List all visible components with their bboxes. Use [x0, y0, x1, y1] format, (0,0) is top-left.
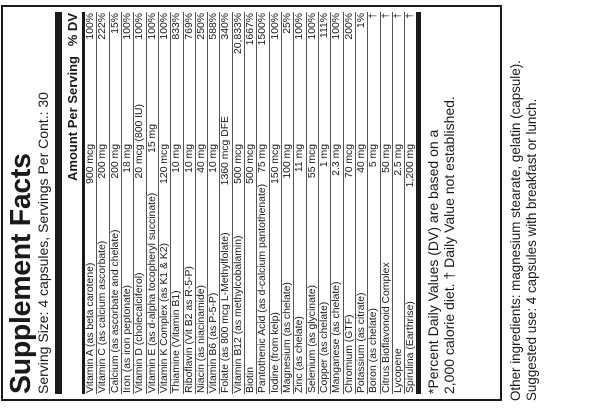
nutrient-row	[122, 12, 134, 394]
nutrient-amount: 10 mg	[208, 144, 220, 173]
nutrient-row	[381, 12, 393, 394]
nutrient-row	[307, 12, 319, 394]
nutrient-dv: 100%	[294, 13, 306, 40]
nutrient-name: Manganese (as chelate)	[331, 281, 343, 393]
nutrient-name: Vitamin D (cholecalciferol)	[134, 272, 146, 393]
nutrient-row	[331, 12, 343, 394]
nutrient-row	[147, 12, 159, 394]
nutrient-amount: 50 mg	[380, 144, 392, 173]
nutrient-name: Lycopene	[392, 348, 404, 393]
nutrient-row	[319, 12, 331, 394]
nutrient-name: Potassium (as citrate)	[355, 292, 367, 393]
nutrient-amount: 10 mg	[183, 144, 195, 173]
nutrient-amount: 2.5 mg	[392, 144, 404, 176]
nutrient-name: Boron (as chelate)	[368, 308, 380, 393]
nutrient-dv: 100%	[146, 13, 158, 40]
nutrient-name: Iodine (from kelp)	[269, 312, 281, 393]
nutrient-row	[220, 12, 232, 394]
nutrient-amount: 5 mg	[368, 144, 380, 168]
supplement-facts-panel	[1, 5, 502, 401]
nutrient-dv: 100%	[269, 13, 281, 40]
nutrient-name: Citrus Bioflavonoid Complex	[380, 262, 392, 393]
nutrient-name: Iron (as iron peptonate)	[121, 284, 133, 393]
nutrient-name: Calcium (as ascorbate and chelate)	[109, 229, 121, 393]
nutrient-name: Chromium (GTF)	[343, 314, 355, 393]
other-ingredients: Other ingredients: magnesium stearate, gelatin (capsule).	[508, 60, 523, 401]
nutrient-dv: 100%	[158, 13, 170, 40]
nutrient-dv: 250%	[195, 13, 207, 40]
nutrient-row	[196, 12, 208, 394]
ingredients-block	[508, 5, 540, 401]
nutrient-amount: 11 mg	[294, 144, 306, 173]
nutrient-amount: 40 mg	[195, 144, 207, 173]
nutrient-dv: 222%	[97, 13, 109, 40]
nutrient-amount: 15 mg	[146, 124, 158, 153]
column-header-row	[55, 12, 85, 394]
nutrient-dv: †	[380, 13, 392, 19]
amount-column-header: Amount Per Serving	[65, 56, 80, 181]
nutrient-dv: 111%	[318, 13, 330, 39]
nutrient-dv: 833%	[171, 13, 183, 40]
nutrient-row	[393, 12, 405, 394]
nutrient-name: Vitamin K Complex (as K1 & K2)	[158, 243, 170, 393]
nutrient-amount: 900 mcg	[85, 144, 96, 184]
nutrient-name: Niacin (as niacinamide)	[195, 285, 207, 393]
nutrient-list	[85, 12, 416, 394]
nutrient-row	[208, 12, 220, 394]
nutrient-amount: 200 mg	[97, 144, 109, 179]
nutrient-amount: 500 mcg	[245, 144, 257, 184]
nutrient-name: Magnesium (as chelate)	[282, 282, 293, 393]
nutrient-dv: 100%	[331, 13, 343, 40]
nutrient-name: Vitamin E (as d-alpha tocopheryl succinate)	[146, 192, 158, 393]
nutrient-dv: 588%	[208, 13, 220, 40]
nutrient-amount: 200 mg	[109, 144, 121, 179]
nutrient-amount: 1360 mcg DFE	[220, 116, 232, 186]
footnote-line: *Percent Daily Values (DV) are based on a	[425, 129, 442, 394]
nutrient-dv: 1667%	[245, 13, 257, 46]
nutrient-dv: 1500%	[257, 13, 269, 46]
nutrient-dv: 20,833%	[232, 13, 244, 55]
nutrient-name: Vitamin B12 (as methylcobalamin)	[232, 235, 244, 393]
nutrient-row	[245, 12, 257, 394]
nutrient-dv: 25%	[282, 13, 293, 34]
nutrient-row	[356, 12, 368, 394]
nutrient-name: Pantothenic Acid (as d-calcium pantothenate)	[257, 183, 269, 393]
nutrient-name: Thiamine (Vitamin B1)	[171, 290, 183, 393]
nutrient-dv: 1%	[355, 13, 367, 29]
nutrient-amount: 500 mcg	[232, 144, 244, 184]
nutrient-dv: 100%	[134, 13, 146, 40]
nutrient-amount: 100 mg	[282, 144, 293, 179]
nutrient-name: Riboflavin (Vit B2 as R-5-P)	[183, 266, 195, 393]
nutrient-name: Vitamin B6 (as P-5-P)	[208, 292, 220, 393]
nutrient-amount: 18 mg	[121, 144, 133, 173]
nutrient-dv: †	[368, 13, 380, 19]
nutrient-row	[171, 12, 183, 394]
nutrient-row	[294, 12, 306, 394]
nutrient-row	[233, 12, 245, 394]
nutrient-dv: 15%	[109, 13, 121, 34]
nutrient-row	[282, 12, 294, 394]
nutrient-dv: †	[392, 13, 404, 19]
footnote-line: 2,000 calorie diet. † Daily Value not established.	[441, 96, 458, 394]
nutrient-amount: 55 mcg	[306, 144, 318, 179]
nutrient-name: Zinc (as chelate)	[294, 316, 306, 393]
nutrient-dv: 769%	[183, 13, 195, 40]
nutrient-name: Spirulina (Earthrise)	[405, 301, 417, 393]
facts-title: Supplement Facts	[5, 153, 37, 394]
nutrient-amount: 75 mg	[257, 144, 269, 173]
nutrient-dv: 100%	[306, 13, 318, 40]
footnote	[416, 12, 457, 394]
dv-column-header: % DV	[65, 13, 80, 47]
nutrient-name: Selenium (as glycinate)	[306, 285, 318, 393]
nutrient-row	[110, 12, 122, 394]
nutrient-row	[159, 12, 171, 394]
nutrient-name: Vitamin A (as beta carotene)	[85, 262, 96, 393]
nutrient-name: Vitamin C (as calcium ascorbate)	[97, 240, 109, 393]
nutrient-amount: 2.3 mg	[331, 144, 343, 176]
nutrient-row	[97, 12, 109, 394]
nutrient-dv: 100%	[121, 13, 133, 40]
serving-info: Serving Size: 4 capsules, Servings Per Cont.: 30	[35, 92, 51, 394]
nutrient-row	[257, 12, 269, 394]
nutrient-name: Copper (as chelate)	[318, 301, 330, 393]
nutrient-row	[270, 12, 282, 394]
nutrient-amount: 20 mcg (800 IU)	[134, 104, 146, 179]
nutrient-name: Biotin	[245, 367, 257, 393]
nutrient-row	[405, 12, 416, 394]
nutrient-dv: 200%	[343, 13, 355, 40]
nutrient-name: Folate (as 800 mcg L-Methylfolate)	[220, 232, 232, 393]
nutrient-dv: †	[405, 13, 417, 19]
nutrient-row	[344, 12, 356, 394]
nutrient-amount: 70 mcg	[343, 144, 355, 179]
nutrient-amount: 1,200 mg	[405, 144, 417, 188]
nutrient-row	[184, 12, 196, 394]
nutrient-row	[85, 12, 97, 394]
nutrient-row	[368, 12, 380, 394]
nutrient-amount: 120 mcg	[158, 144, 170, 184]
nutrient-dv: 340%	[220, 13, 232, 40]
nutrient-amount: 40 mg	[355, 144, 367, 173]
nutrient-amount: 150 mcg	[269, 144, 281, 184]
nutrient-amount: 10 mg	[171, 144, 183, 173]
nutrient-row	[134, 12, 146, 394]
nutrient-amount: 1 mg	[318, 144, 330, 168]
nutrient-dv: 100%	[85, 13, 96, 40]
suggested-use: Suggested use: 4 capsules with breakfast or lunch.	[524, 98, 539, 401]
